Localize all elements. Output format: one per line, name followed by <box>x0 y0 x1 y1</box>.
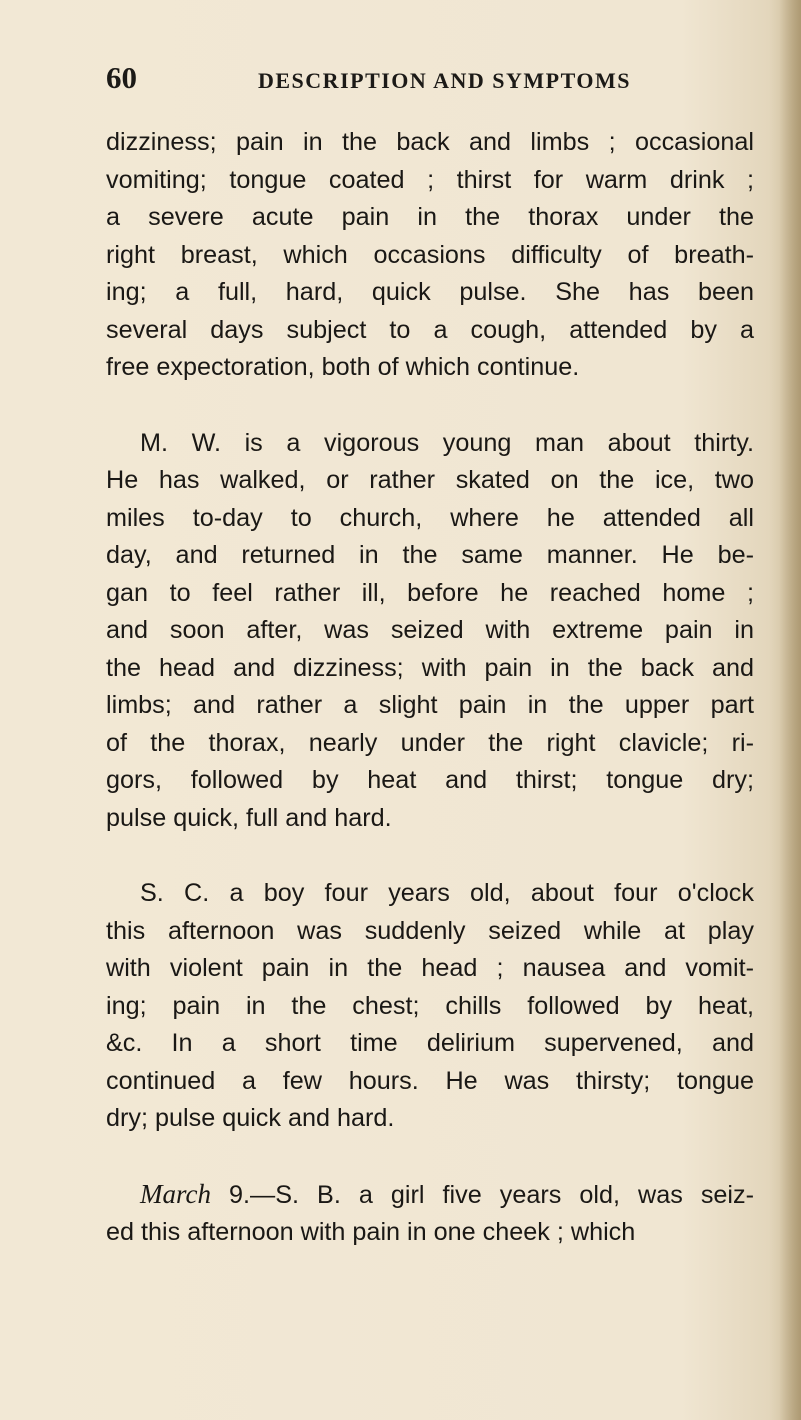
text-line: and soon after, was seized with extreme pain in <box>106 616 754 644</box>
text-line: dry; pulse quick and hard. <box>106 1104 395 1132</box>
text-line: free expectoration, both of which continue. <box>106 353 580 381</box>
paragraph-4 <box>106 1176 754 1252</box>
text-line: day, and returned in the same manner. He be- <box>106 541 754 569</box>
running-head: DESCRIPTION AND SYMPTOMS <box>258 68 631 93</box>
body-text <box>106 124 754 1252</box>
text-line: S. C. a boy four years old, about four o'clock <box>140 879 754 907</box>
paragraph-2 <box>106 425 754 838</box>
text-line: &c. In a short time delirium supervened, and <box>106 1029 754 1057</box>
text-line: gan to feel rather ill, before he reached home ; <box>106 578 754 607</box>
text-line: pulse quick, full and hard. <box>106 803 392 832</box>
text-line: right breast, which occasions difficulty of breath- <box>106 240 754 269</box>
text-line: M. W. is a vigorous young man about thirty. <box>140 428 754 457</box>
page-edge-shadow <box>779 0 801 1420</box>
page-header <box>106 58 746 104</box>
text-line: with violent pain in the head ; nausea and vomit- <box>106 954 754 982</box>
text-line: miles to-day to church, where he attended all <box>106 503 754 532</box>
text-line: the head and dizziness; with pain in the back and <box>106 653 754 682</box>
text-line: vomiting; tongue coated ; thirst for warm drink ; <box>106 165 754 194</box>
paragraph-1 <box>106 124 754 387</box>
text-line: several days subject to a cough, attended by a <box>106 315 754 344</box>
text-line: this afternoon was suddenly seized while at play <box>106 916 754 945</box>
text-line: of the thorax, nearly under the right clavicle; ri- <box>106 728 754 757</box>
text-line: gors, followed by heat and thirst; tongue dry; <box>106 766 754 794</box>
text-line: He has walked, or rather skated on the ice, two <box>106 466 754 494</box>
text-line: dizziness; pain in the back and limbs ; occasional <box>106 128 754 156</box>
text-line-rest: 9.—S. B. a girl five years old, was seiz- <box>210 1180 754 1209</box>
paragraph-3 <box>106 875 754 1138</box>
text-line: continued a few hours. He was thirsty; tongue <box>106 1066 754 1095</box>
text-line: ing; a full, hard, quick pulse. She has been <box>106 278 754 306</box>
text-line: a severe acute pain in the thorax under the <box>106 203 754 231</box>
text-line: ing; pain in the chest; chills followed by heat, <box>106 991 754 1020</box>
text-line <box>106 1176 754 1215</box>
page-number: 60 <box>106 60 137 95</box>
date-italic: March <box>140 1178 211 1209</box>
text-line: limbs; and rather a slight pain in the upper part <box>106 691 754 719</box>
text-line: ed this afternoon with pain in one cheek ; which <box>106 1218 636 1246</box>
